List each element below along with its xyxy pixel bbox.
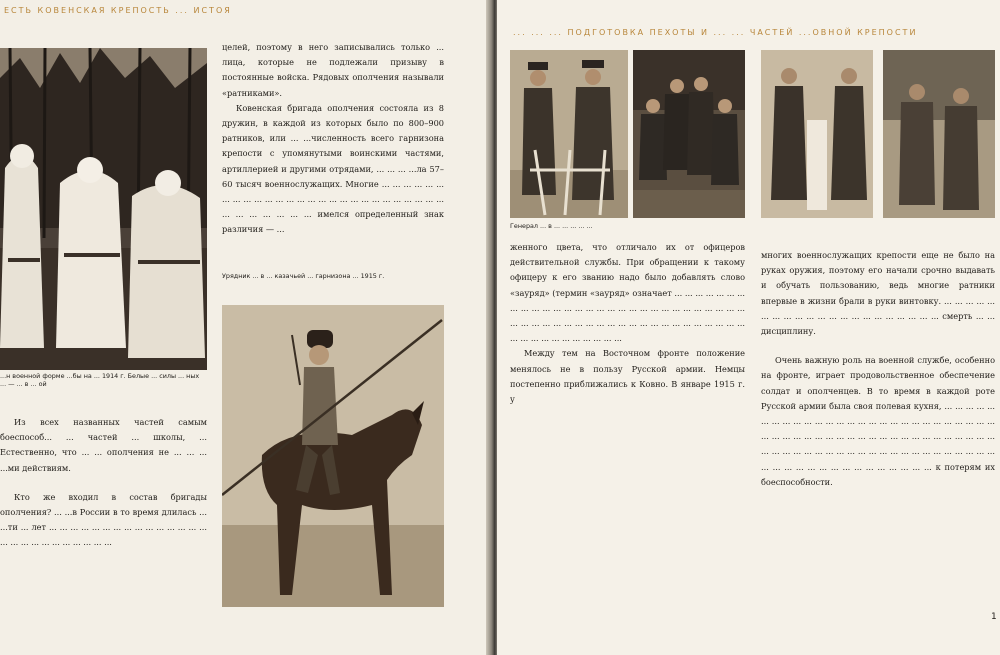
photo-group-officers <box>633 50 745 218</box>
left-page <box>0 0 491 655</box>
paragraph: Очень важную роль на военной службе, особенно на фронте, играет продовольственное обеспечение солдат и ополченцев. В то время в каждой роте Русской армии была своя полевая кухня, ... ... ... ... ... ... ... ... ... ... ... ... ... ... ... ... ... ... ... ... ... ... ... ... ... ... ... ... ... ... ... ... ... ... ... ... ... ... ... ... ... ... ... ... ... ... ... ... ... ... ... ... ... ... ... ... ... ... ... ... ... ... ... ... ... ... ... ... ... ... ... ... ... ... ... ... ... ... ... ... ... ... ... ... ... ... к потерям их боеспособности. <box>761 355 995 487</box>
left-text-column-2 <box>222 40 444 238</box>
photo-two-officers-pedestal <box>761 50 873 218</box>
photo1-caption: ...н военной форме ...бы на ... 1914 г. Белые ... силы ... ных ... — ... в ... ой <box>0 372 200 388</box>
photo-white-camouflage-soldiers <box>0 48 207 370</box>
paragraph: многих военнослужащих крепости еще не было на руках оружия, поэтому его начали срочно выдавать и обучать пользованию, ведь многие ратники впервые в жизни брали в руки винтовку. ... ... ... ... ... ... ... ... ... ... ... ... ... ... ... ... ... ... ... ... ... смерть ... ... дисциплину. <box>761 250 995 337</box>
paragraph: Из всех названных частей самым боеспособ... ... частей ... школы, ... Естественно, что ... ... ополчения не ... ... ... ...ми действиям. <box>0 417 207 473</box>
paragraph: Между тем на Восточном фронте положение менялось не в пользу Русской армии. Немцы постепенно приближались к Ковно. В январе 1915 г. у <box>510 348 745 405</box>
running-head-right: ... ... ... ПОДГОТОВКА ПЕХОТЫ И ... ... ЧАСТЕЙ ...ОВНОЙ КРЕПОСТИ <box>513 28 918 37</box>
page-number: 1 <box>991 612 997 622</box>
running-head-left: ЕСТЬ КОВЕНСКАЯ КРЕПОСТЬ ... ИСТОЯ <box>4 6 232 15</box>
right-text-column-2 <box>761 248 995 490</box>
photos-caption: Генерал ... в ... ... ... ... ... <box>510 222 593 230</box>
right-page <box>497 0 1000 655</box>
paragraph: женного цвета, что отличало их от офицеров действительной службы. При обращении к такому офицеру к его званию надо было добавлять слово «зауряд» (термин «зауряд» означает ... ... ... ... ... ... ... ... ... ... ... ... ... ... ... ... ... ... ... ... ... ... ... ... ... ... ... ... ... ... ... ... ... ... ... ... ... ... ... ... ... ... ... ... ... ... ... ... ... ... ... ... ... ... ... ... ... ... ... ... ... ... <box>510 242 745 344</box>
photo-two-soldiers <box>883 50 995 218</box>
left-text-column-1 <box>0 415 207 551</box>
paragraph: целей, поэтому в него записывались только ... лица, которые не подлежали призыву в постоянные войска. Рядовых ополчения называли «ратниками». <box>222 42 444 98</box>
photo-two-officers-with-fence <box>510 50 628 218</box>
paragraph: Кто же входил в состав бригады ополчения? ... ...в России в то время длилась ... ...ти ... лет ... ... ... ... ... ... ... ... ... ... ... ... ... ... ... ... ... ... ... ... ... ... ... ... ... ... <box>0 491 207 548</box>
photo-cossack-on-horse <box>222 305 444 607</box>
photo2-caption: Урядник ... в ... казачьей ... гарнизона ... 1915 г. <box>222 272 385 280</box>
paragraph: Ковенская бригада ополчения состояла из 8 дружин, в каждой из которых было по 800–900 ратников, или ... ...численность всего гарнизона крепости с упомянутыми воинскими частями, артиллерией и другими отрядами, ... ... ... ...ла 57–60 тысяч военнослужащих. Многие ... ... ... ... ... ... ... ... ... ... ... ... ... ... ... ... ... ... ... ... ... ... ... ... ... ... ... ... ... ... ... ... ... ... имелся определенный знак различия — ... <box>222 102 444 235</box>
right-text-column-1 <box>510 240 745 407</box>
